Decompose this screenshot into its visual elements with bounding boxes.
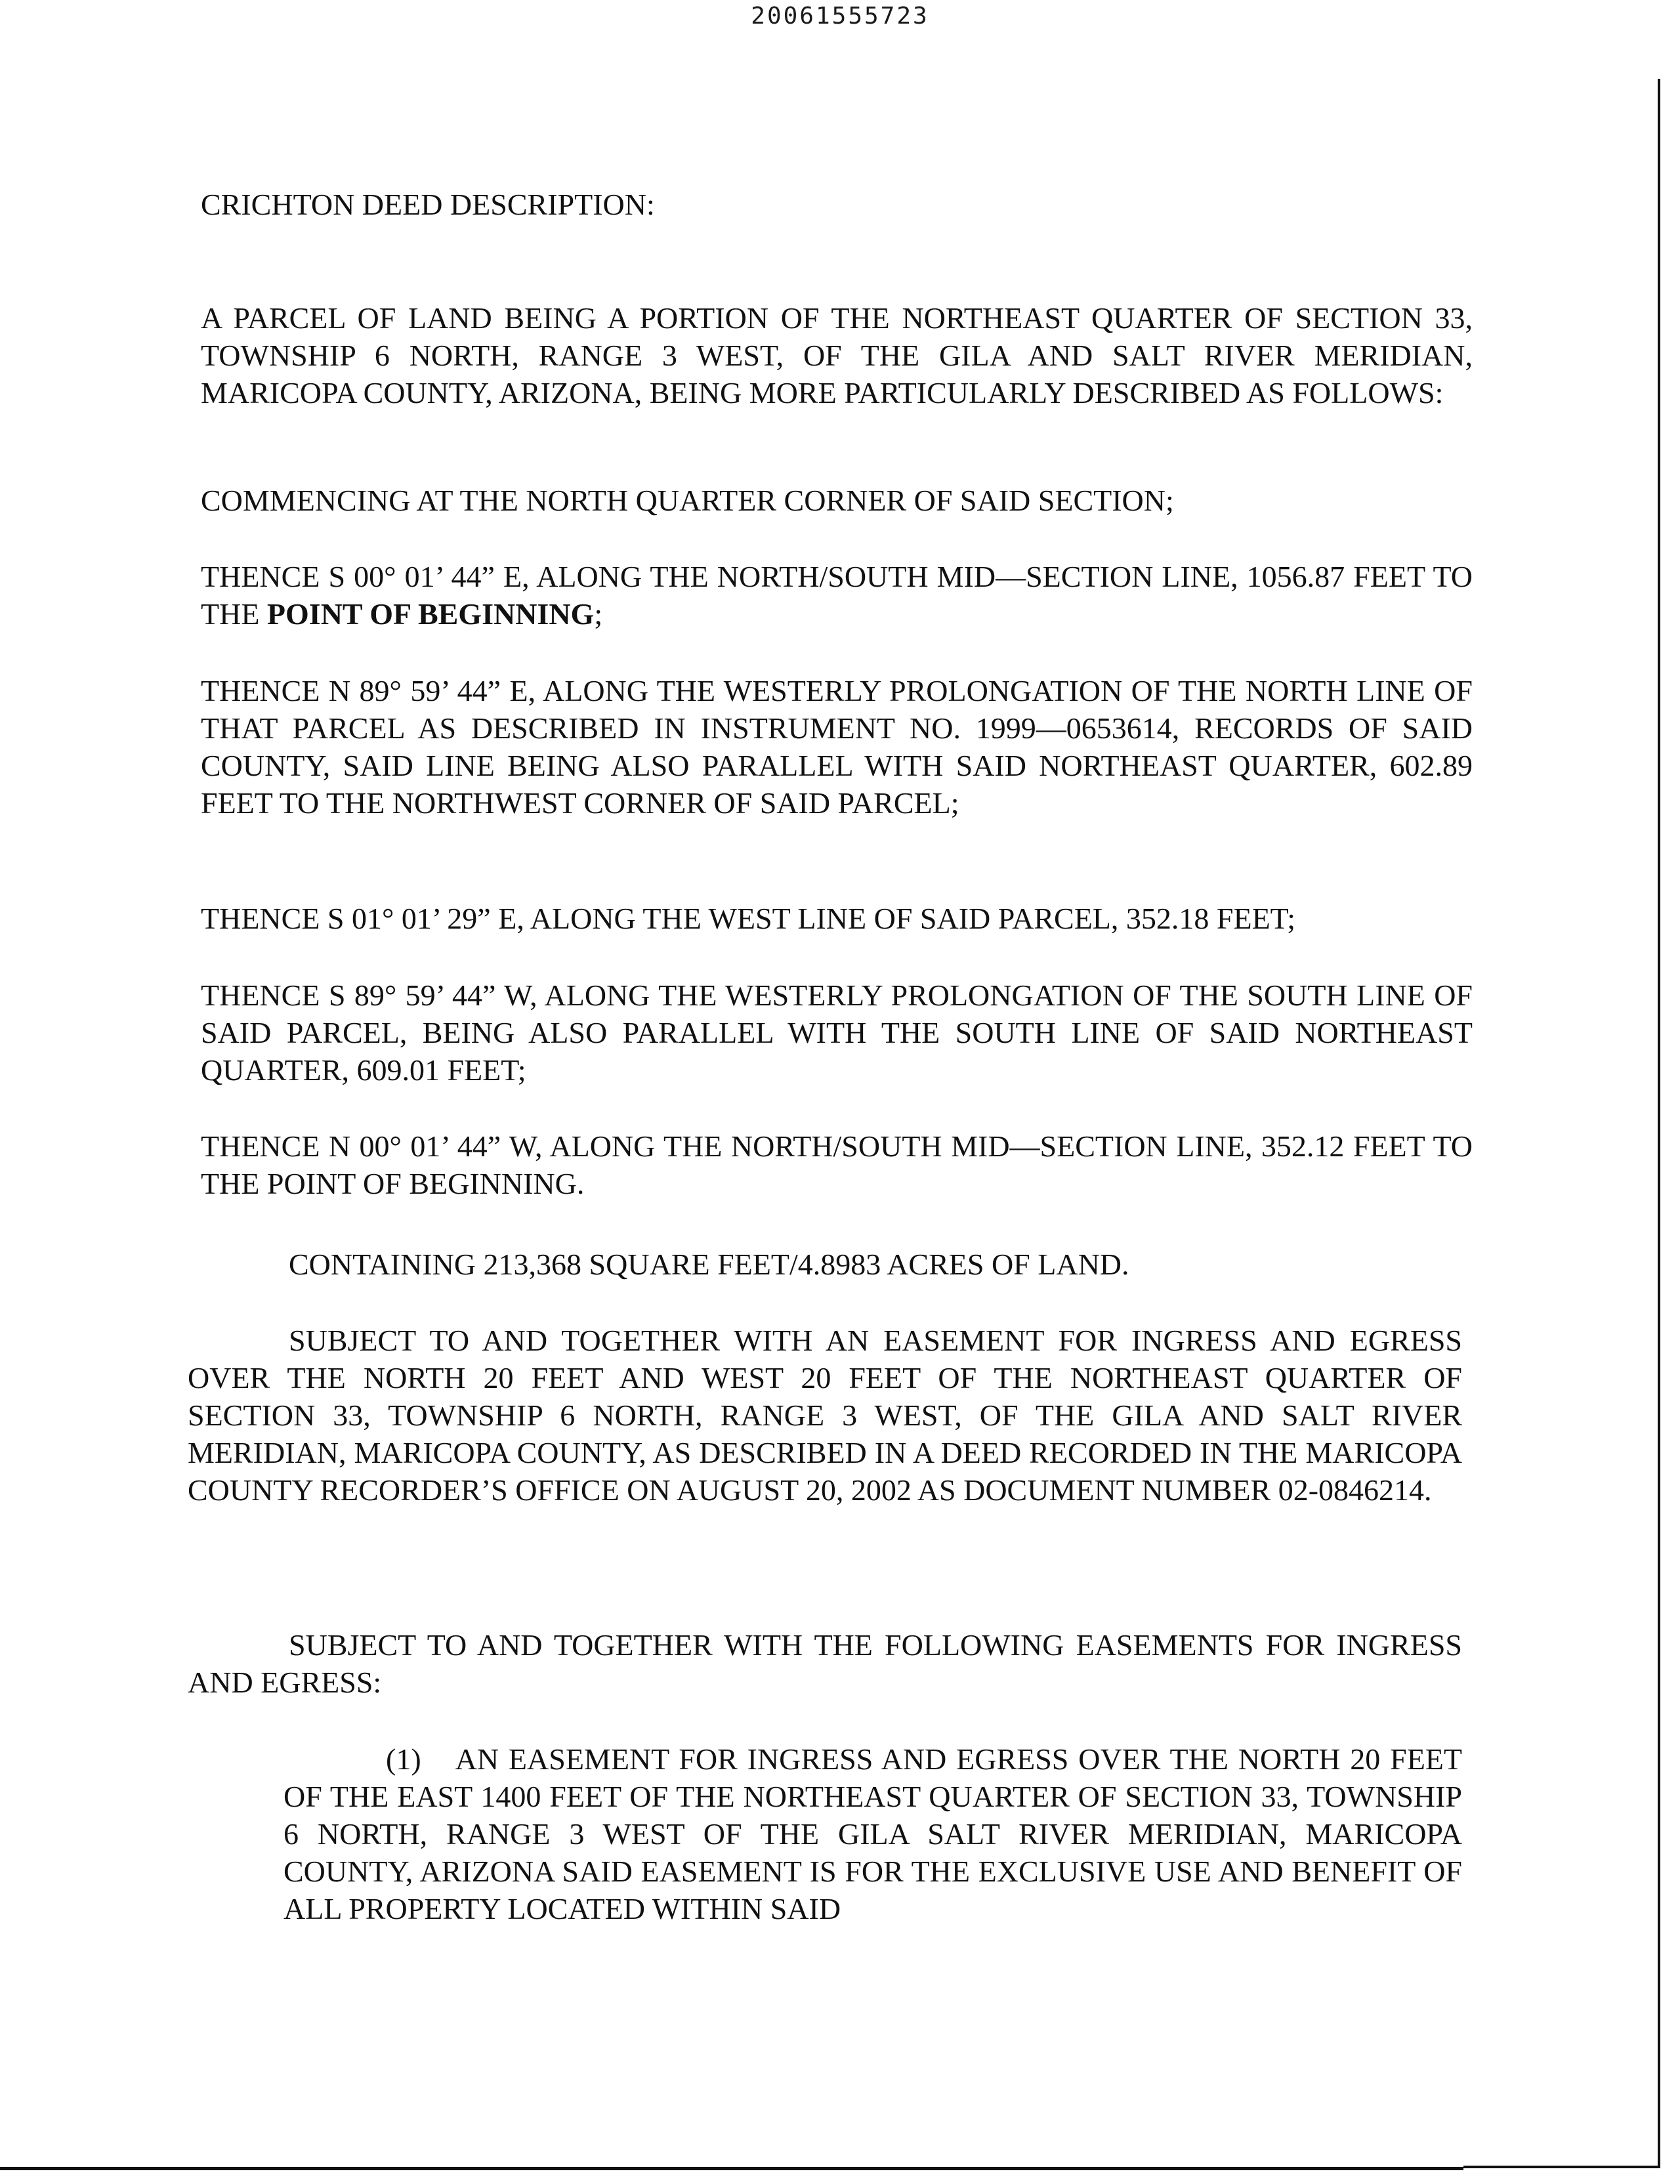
point-of-beginning-text: POINT OF BEGINNING bbox=[266, 597, 595, 631]
easements-intro-paragraph: SUBJECT TO AND TOGETHER WITH THE FOLLOWING EASEMENTS FOR INGRESS AND EGRESS: bbox=[188, 1628, 1462, 1699]
thence-course-3-paragraph: THENCE S 01° 01’ 29” E, ALONG THE WEST LINE OF SAID PARCEL, 352.18 FEET; bbox=[201, 902, 1296, 935]
scan-border-right bbox=[1658, 79, 1660, 2166]
document-title: CRICHTON DEED DESCRIPTION: bbox=[201, 188, 655, 221]
easement-paragraph: SUBJECT TO AND TOGETHER WITH AN EASEMENT FOR INGRESS AND EGRESS OVER THE NORTH 20 FEET AND WEST 20 FEET OF THE NORTHEAST QUARTER OF SECTION 33, TOWNSHIP 6 NORTH, RANGE 3 WEST, OF THE GILA AND SALT RIVER MERIDIAN, MARICOPA COUNTY, AS DESCRIBED IN A DEED RECORDED IN THE MARICOPA COUNTY RECORDER’S OFFICE ON AUGUST 20, 2002 AS DOCUMENT NUMBER 02-0846214. bbox=[188, 1324, 1462, 1507]
scan-border-bottom-right bbox=[1463, 2166, 1660, 2168]
thence-course-1-text: THENCE S 00° 01’ 44” E, ALONG THE NORTH/SOUTH MID—SECTION LINE, 1056.87 FEET TO THE bbox=[201, 560, 1473, 631]
easement-item-1-paragraph bbox=[284, 1740, 1462, 1927]
commencing-paragraph: COMMENCING AT THE NORTH QUARTER CORNER OF SAID SECTION; bbox=[201, 484, 1174, 517]
easement-item-1-number: (1) bbox=[386, 1742, 421, 1776]
thence-course-5-paragraph: THENCE N 00° 01’ 44” W, ALONG THE NORTH/SOUTH MID—SECTION LINE, 352.12 FEET TO THE POINT OF BEGINNING. bbox=[201, 1129, 1473, 1200]
parcel-description-paragraph: A PARCEL OF LAND BEING A PORTION OF THE NORTHEAST QUARTER OF SECTION 33, TOWNSHIP 6 NORTH, RANGE 3 WEST, OF THE GILA AND SALT RIVER MERIDIAN, MARICOPA COUNTY, ARIZONA, BEING MORE PARTICULARLY DESCRIBED AS FOLLOWS: bbox=[201, 301, 1473, 410]
document-number: 20061555723 bbox=[751, 3, 929, 30]
thence-course-4-paragraph: THENCE S 89° 59’ 44” W, ALONG THE WESTERLY PROLONGATION OF THE SOUTH LINE OF SAID PARCEL, BEING ALSO PARALLEL WITH THE SOUTH LINE OF SAID NORTHEAST QUARTER, 609.01 FEET; bbox=[201, 978, 1473, 1087]
easement-item-1-text: AN EASEMENT FOR INGRESS AND EGRESS OVER THE NORTH 20 FEET OF THE EAST 1400 FEET OF THE NORTHEAST QUARTER OF SECTION 33, TOWNSHIP 6 NORTH, RANGE 3 WEST OF THE GILA SALT RIVER MERIDIAN, MARICOPA COUNTY, ARIZONA SAID EASEMENT IS FOR THE EXCLUSIVE USE AND BENEFIT OF ALL PROPERTY LOCATED WITHIN SAID bbox=[284, 1742, 1462, 1925]
containing-area-paragraph: CONTAINING 213,368 SQUARE FEET/4.8983 ACRES OF LAND. bbox=[289, 1248, 1129, 1281]
scan-border-bottom bbox=[0, 2167, 1463, 2170]
thence-course-1-paragraph bbox=[201, 558, 1473, 633]
thence-course-1-end: ; bbox=[594, 597, 603, 631]
thence-course-2-paragraph: THENCE N 89° 59’ 44” E, ALONG THE WESTERLY PROLONGATION OF THE NORTH LINE OF THAT PARCEL AS DESCRIBED IN INSTRUMENT NO. 1999—0653614, RECORDS OF SAID COUNTY, SAID LINE BEING ALSO PARALLEL WITH SAID NORTHEAST QUARTER, 602.89 FEET TO THE NORTHWEST CORNER OF SAID PARCEL; bbox=[201, 674, 1473, 820]
